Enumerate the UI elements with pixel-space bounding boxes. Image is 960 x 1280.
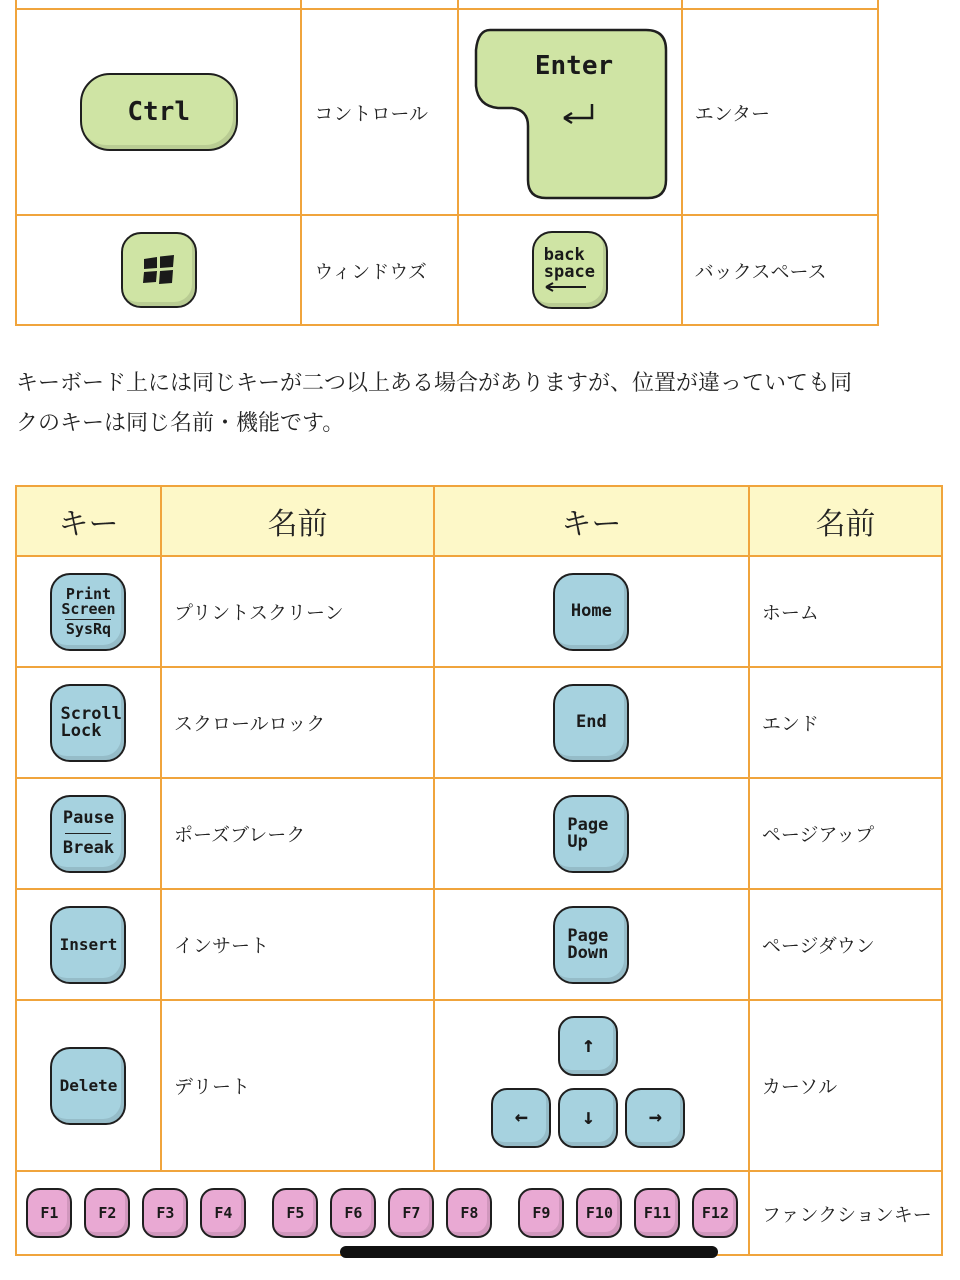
key-label: Screen — [61, 599, 116, 618]
key-cell-page-up — [434, 778, 749, 889]
insert-key — [50, 906, 126, 984]
table-row — [16, 667, 942, 778]
ctrl-key — [80, 73, 238, 151]
home-indicator[interactable] — [340, 1246, 718, 1258]
print-screen-name: プリントスクリーン — [161, 556, 434, 667]
up-arrow-key — [558, 1016, 618, 1076]
left-arrow-key — [491, 1088, 551, 1148]
key-divider — [65, 833, 111, 834]
insert-name: インサート — [161, 889, 434, 1000]
key-cell-ctrl — [16, 9, 301, 215]
key-label: End — [576, 712, 607, 732]
key-label: F12 — [701, 1203, 729, 1222]
function-keys-name: ファンクションキー — [749, 1171, 942, 1255]
paragraph-line-2: クのキーは同じ名前・機能です。 — [16, 411, 345, 436]
cursor-keys — [491, 1016, 691, 1156]
table-row — [16, 1000, 942, 1171]
windows-logo-icon — [142, 255, 176, 285]
right-arrow-icon: → — [648, 1104, 663, 1130]
left-arrow-icon — [544, 281, 588, 293]
key-cell-home — [434, 556, 749, 667]
key-label: F4 — [214, 1203, 233, 1222]
key-label: Down — [567, 942, 609, 963]
end-name: エンド — [749, 667, 942, 778]
table-row — [16, 556, 942, 667]
table-row — [16, 889, 942, 1000]
key-cell-print-screen — [16, 556, 161, 667]
paragraph-line-1: キーボード上には同じキーが二つ以上ある場合がありますが、位置が違っていても同 — [16, 371, 853, 396]
key-table-top — [15, 0, 879, 326]
key-label: F7 — [402, 1203, 421, 1222]
enter-name: エンター — [682, 9, 878, 215]
page-up-name: ページアップ — [749, 778, 942, 889]
key-label: SysRq — [65, 619, 112, 638]
f8-key — [446, 1188, 492, 1238]
f1-key — [26, 1188, 72, 1238]
cursor-name: カーソル — [749, 1000, 942, 1171]
key-table-main — [15, 485, 943, 1256]
key-label: F10 — [585, 1203, 613, 1222]
key-cell-end — [434, 667, 749, 778]
header-key: キー — [434, 486, 749, 556]
function-key-row — [17, 1172, 748, 1254]
end-key — [553, 684, 629, 762]
key-label: F1 — [40, 1203, 59, 1222]
ctrl-key-label: Ctrl — [127, 97, 191, 127]
table-row-function-keys — [16, 1171, 942, 1255]
key-cell-enter — [458, 9, 682, 215]
backspace-key-line2: space — [543, 262, 595, 282]
f2-key — [84, 1188, 130, 1238]
key-label: F3 — [156, 1203, 175, 1222]
page-down-name: ページダウン — [749, 889, 942, 1000]
key-label: Up — [567, 831, 588, 852]
key-cell-scroll-lock — [16, 667, 161, 778]
scroll-lock-name: スクロールロック — [161, 667, 434, 778]
key-label: Insert — [59, 934, 118, 954]
table-row — [16, 215, 878, 325]
enter-key-label: Enter — [534, 51, 613, 81]
key-label: Print — [65, 584, 112, 603]
page-down-key — [553, 906, 629, 984]
table-row-partial — [16, 0, 878, 9]
home-key — [553, 573, 629, 651]
f4-key — [200, 1188, 246, 1238]
print-screen-key — [50, 573, 126, 651]
f10-key — [576, 1188, 622, 1238]
table-row — [16, 9, 878, 215]
f6-key — [330, 1188, 376, 1238]
key-label: Page — [567, 925, 609, 946]
home-name: ホーム — [749, 556, 942, 667]
f7-key — [388, 1188, 434, 1238]
key-label: F5 — [286, 1203, 305, 1222]
key-cell-page-down — [434, 889, 749, 1000]
key-label: Scroll — [60, 703, 122, 724]
key-cell-delete — [16, 1000, 161, 1171]
enter-key — [468, 22, 672, 202]
table-header-row — [16, 486, 942, 556]
table-row — [16, 778, 942, 889]
header-name: 名前 — [161, 486, 434, 556]
delete-name: デリート — [161, 1000, 434, 1171]
f11-key — [634, 1188, 680, 1238]
header-key: キー — [16, 486, 161, 556]
f5-key — [272, 1188, 318, 1238]
key-label: Break — [62, 838, 115, 858]
key-label: Pause — [62, 808, 115, 828]
pause-break-key — [50, 795, 126, 873]
windows-key — [121, 232, 197, 308]
key-label: F9 — [532, 1203, 551, 1222]
down-arrow-icon: ↓ — [581, 1104, 596, 1130]
function-keys-cell — [16, 1171, 749, 1255]
key-cell-backspace — [458, 215, 682, 325]
key-cell-cursor — [434, 1000, 749, 1171]
key-label: F11 — [643, 1203, 671, 1222]
left-arrow-icon: ← — [514, 1104, 529, 1130]
key-label: Page — [567, 814, 609, 835]
f9-key — [518, 1188, 564, 1238]
up-arrow-icon: ↑ — [581, 1032, 596, 1058]
key-label: F8 — [460, 1203, 479, 1222]
description-paragraph — [16, 364, 960, 444]
delete-key — [50, 1047, 126, 1125]
key-label: Home — [570, 601, 612, 621]
backspace-name: バックスペース — [682, 215, 878, 325]
key-label: Lock — [60, 720, 102, 741]
key-cell-insert — [16, 889, 161, 1000]
right-arrow-key — [625, 1088, 685, 1148]
key-cell-pause-break — [16, 778, 161, 889]
scroll-lock-key — [50, 684, 126, 762]
backspace-key — [532, 231, 608, 309]
f3-key — [142, 1188, 188, 1238]
key-label: Delete — [59, 1075, 118, 1095]
windows-name: ウィンドウズ — [301, 215, 457, 325]
pause-break-name: ポーズブレーク — [161, 778, 434, 889]
ctrl-name: コントロール — [301, 9, 457, 215]
key-cell-windows — [16, 215, 301, 325]
backspace-key-line1: back — [543, 245, 585, 265]
header-name: 名前 — [749, 486, 942, 556]
f12-key — [692, 1188, 738, 1238]
down-arrow-key — [558, 1088, 618, 1148]
key-label: F6 — [344, 1203, 363, 1222]
page-up-key — [553, 795, 629, 873]
key-label: F2 — [98, 1203, 117, 1222]
